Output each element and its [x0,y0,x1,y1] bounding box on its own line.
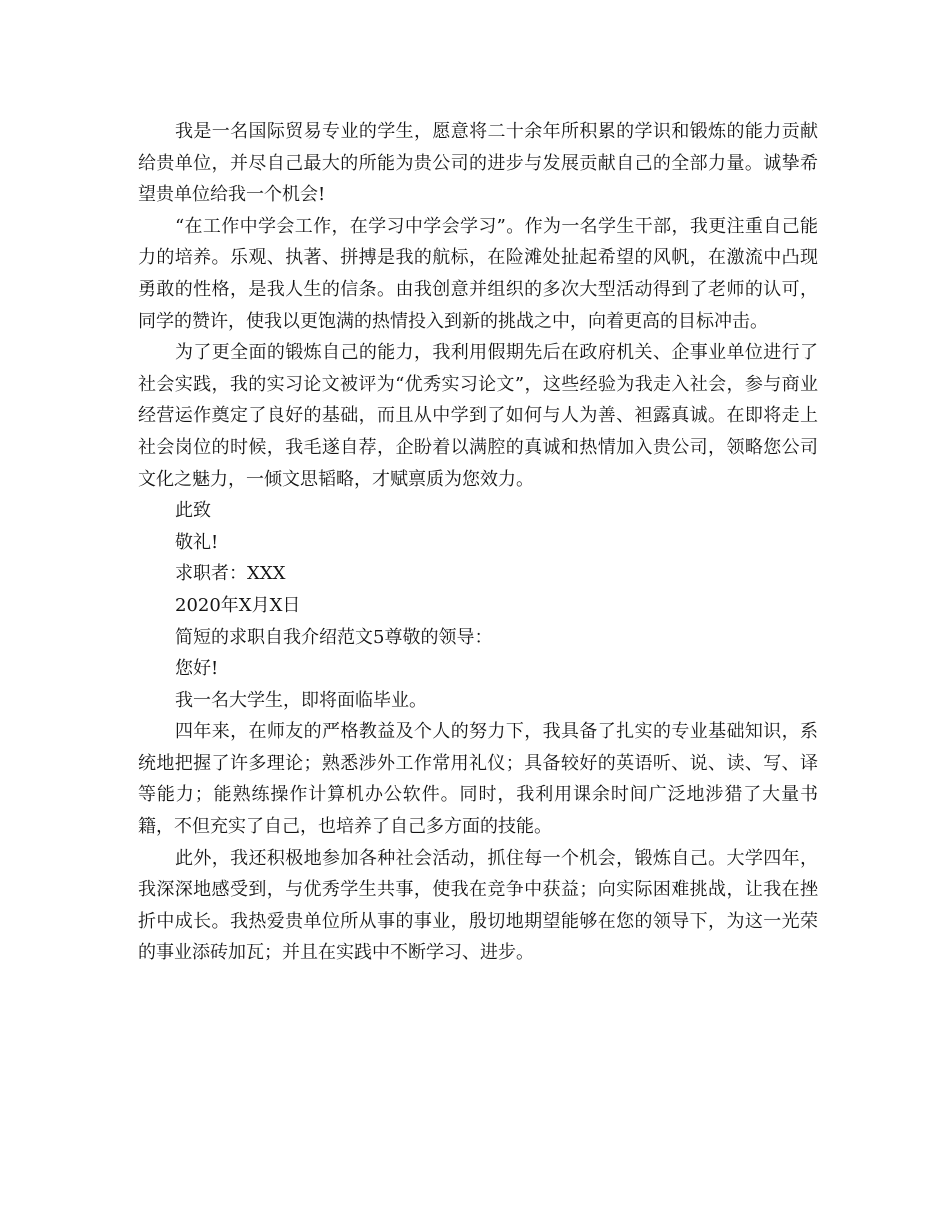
body-paragraph: 四年来，在师友的严格教益及个人的努力下，我具备了扎实的专业基础知识，系统地把握了许多理论；熟悉涉外工作常用礼仪；具备较好的英语听、说、读、写、译等能力；能熟练操作计算机办公软件。同时，我利用课余时间广泛地涉猎了大量书籍，不但充实了自己，也培养了自己多方面的技能。 [138,721,818,838]
date-line: 2020年X月X日 [175,594,301,616]
body-paragraph: “在工作中学会工作，在学习中学会学习”。作为一名学生干部，我更注重自己能力的培养。乐观、执著、拼搏是我的航标，在险滩处扯起希望的风帆，在激流中凸现勇敢的性格，是我人生的信条。由我创意并组织的多次大型活动得到了老师的认可，同学的赞许，使我以更饱满的热情投入到新的挑战之中，向着更高的目标冲击。 [138,215,818,332]
salutation-line: 此致 [175,500,211,522]
signature-line: 求职者：XXX [175,563,286,585]
body-paragraph: 我是一名国际贸易专业的学生，愿意将二十余年所积累的学识和锻炼的能力贡献给贵单位，并尽自己最大的所能为贵公司的进步与发展贡献自己的全部力量。诚挚希望贵单位给我一个机会! [138,121,818,206]
greeting-line: 您好! [175,658,219,680]
body-paragraph: 此外，我还积极地参加各种社会活动，抓住每一个机会，锻炼自己。大学四年，我深深地感受到，与优秀学生共事，使我在竞争中获益；向实际困难挑战，让我在挫折中成长。我热爱贵单位所从事的事业，殷切地期望能够在您的领导下，为这一光荣的事业添砖加瓦；并且在实践中不断学习、进步。 [138,847,818,964]
body-paragraph: 为了更全面的锻炼自己的能力，我利用假期先后在政府机关、企事业单位进行了社会实践，我的实习论文被评为“优秀实习论文”，这些经验为我走入社会，参与商业经营运作奠定了良好的基础，而且从中学到了如何与人为善、袒露真诚。在即将走上社会岗位的时候，我毛遂自荐，企盼着以满腔的真诚和热情加入贵公司，领略您公司文化之魅力，一倾文思韬略，才赋禀质为您效力。 [138,342,818,490]
salutation-line: 敬礼! [175,531,219,553]
intro-line: 我一名大学生，即将面临毕业。 [175,689,427,711]
document-body [138,116,818,969]
section-heading: 简短的求职自我介绍范文5尊敬的领导： [175,626,493,648]
